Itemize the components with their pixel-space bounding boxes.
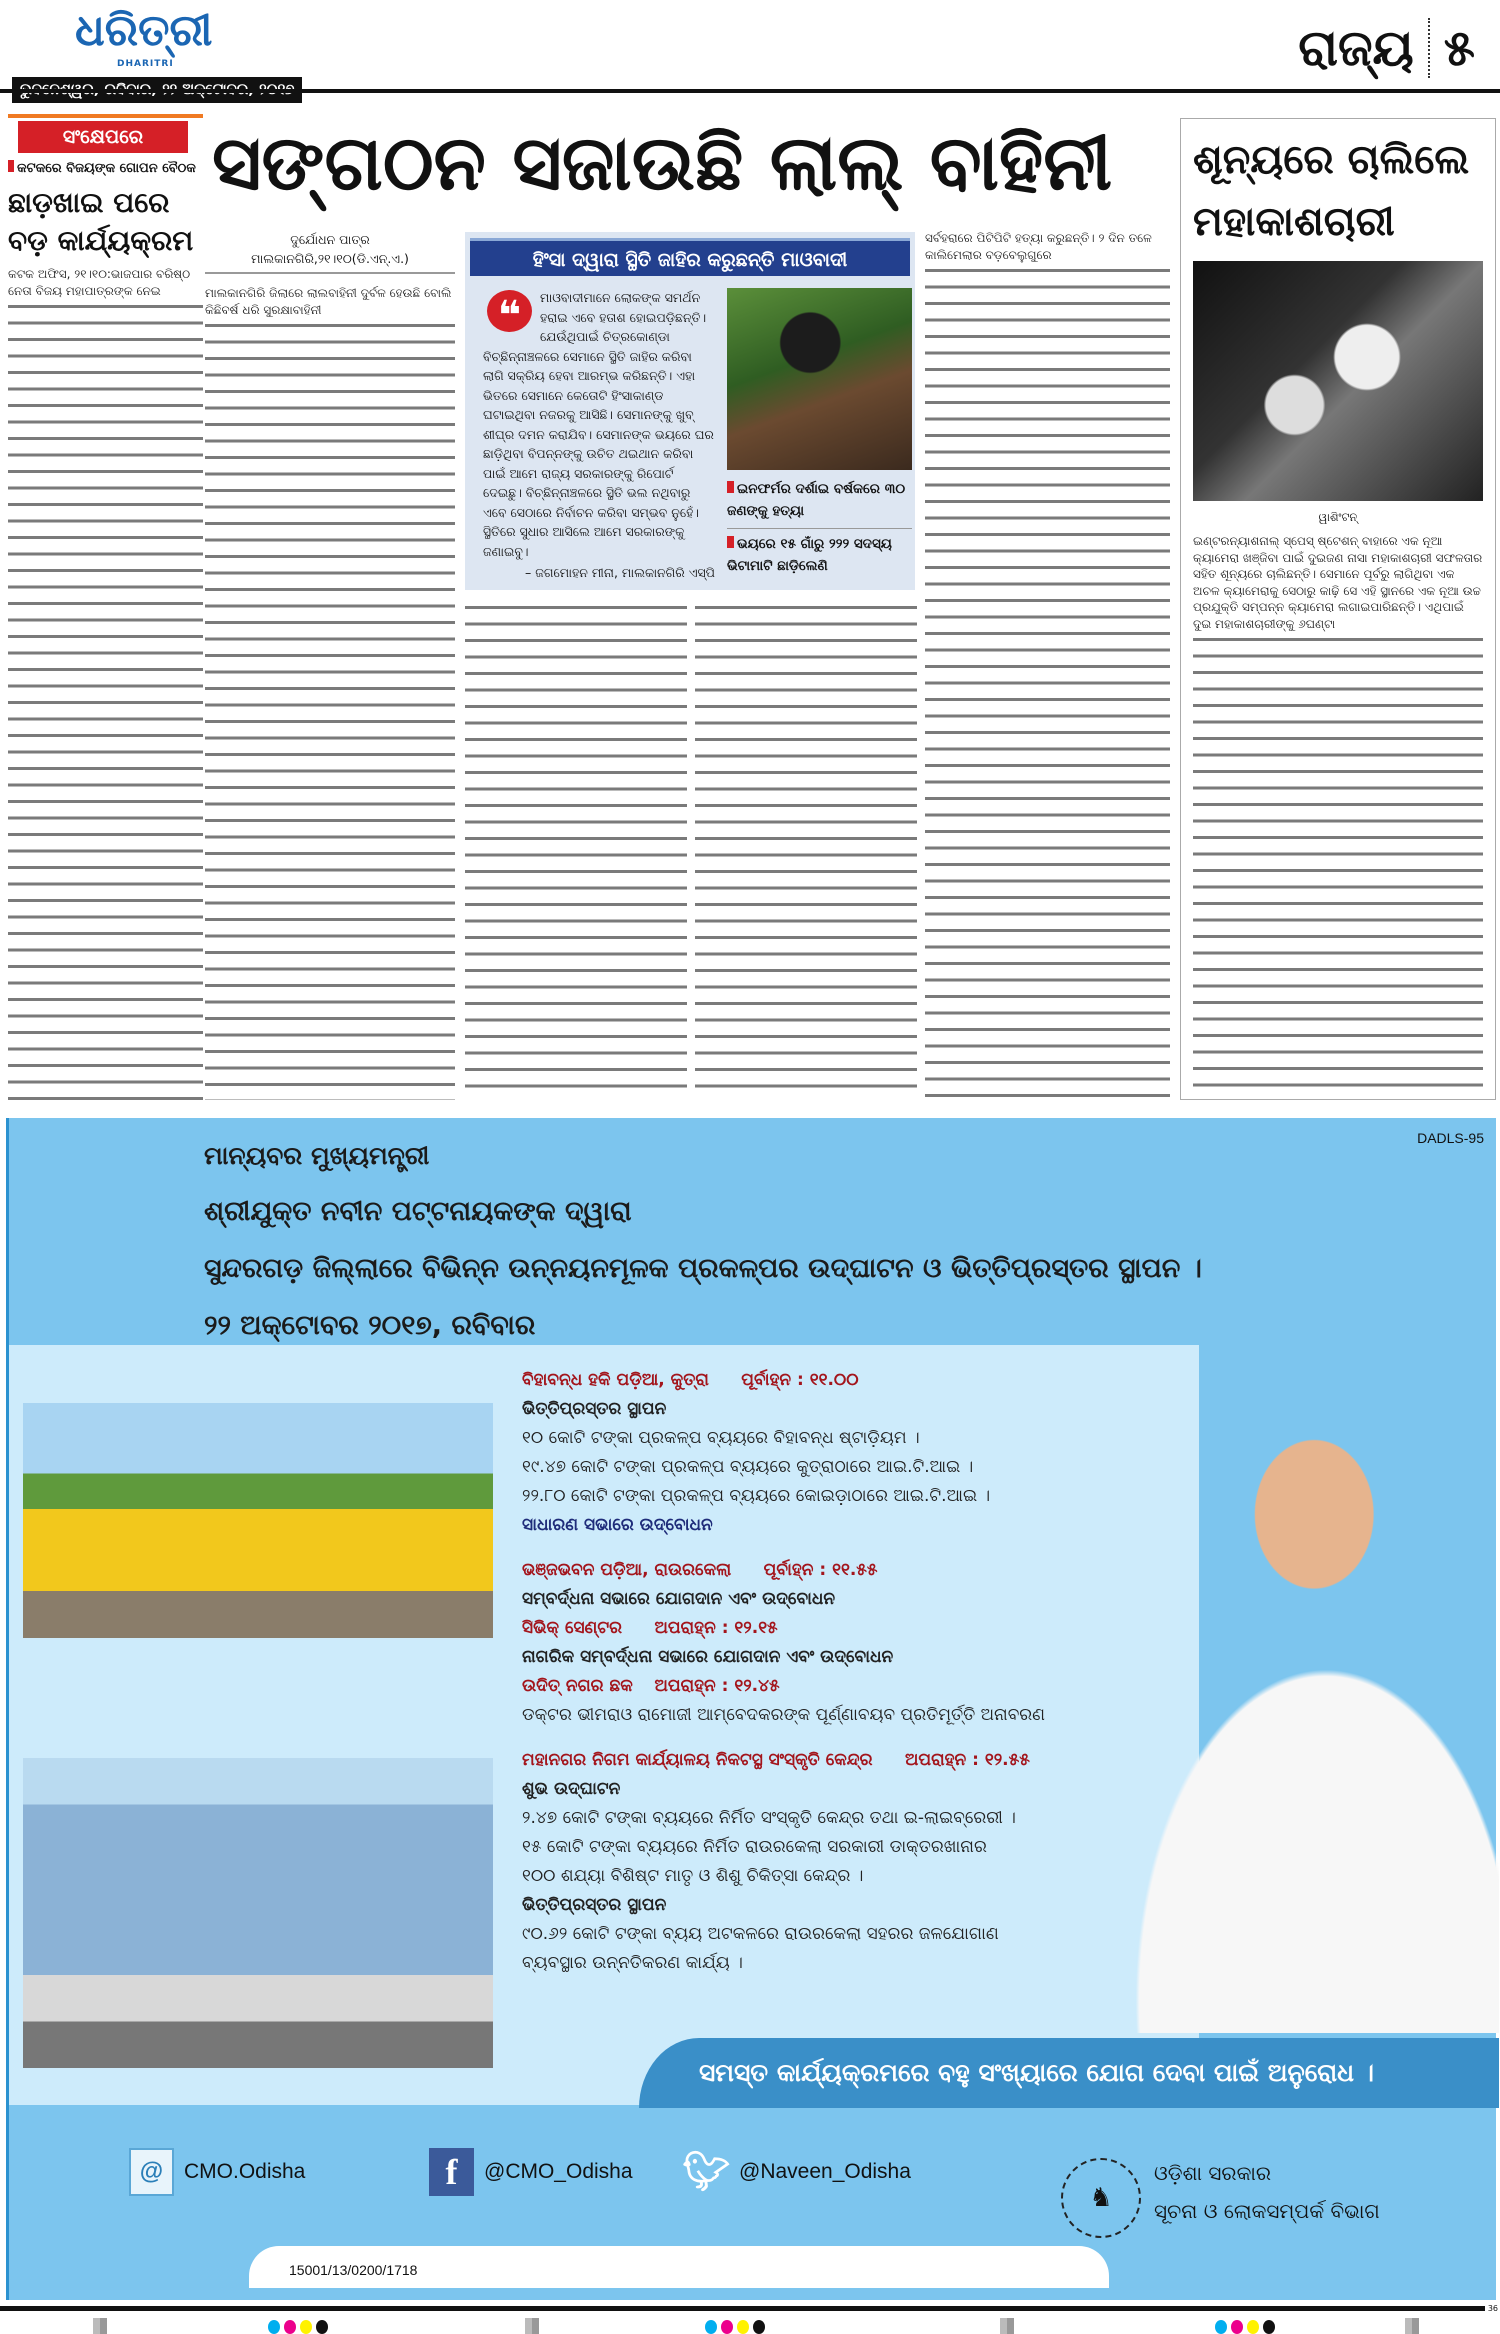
project: ୧୦୦ ଶଯ୍ୟା ବିଶିଷ୍ଟ ମାତୃ ଓ ଶିଶୁ ଚିକିତ୍ସା କେନ୍ଦ୍ର । [522,1866,864,1886]
govt-advertisement [6,1118,1496,2300]
time: ଅପରାହ୍ନ : ୧୨.୧୫ [654,1618,778,1638]
twitter-handle: @Naveen_Odisha [739,2160,911,2183]
project: ୧୦ କୋଟି ଟଙ୍କା ପ୍ରକଳ୍ପ ବ୍ୟୟରେ ବିହାବନ୍ଧ ଷ୍ଟାଡ଼ିୟମ । [522,1428,920,1448]
venue: ସିଭିକ୍ ସେଣ୍ଟର [522,1618,623,1638]
time: ଅପରାହ୍ନ : ୧୨.୪୫ [654,1676,780,1696]
fact-2: ଭୟରେ ୧୫ ଗାଁରୁ ୨୨୨ ସଦସ୍ୟ ଭିଟାମାଟି ଛାଡ଼ିଲେଣି [727,528,912,577]
time: ପୂର୍ବାହ୍ନ : ୧୧.୦୦ [741,1370,859,1390]
space-headline: ଶୂନ୍ୟରେ ଚାଲିଲେ ମହାକାଶଚାରୀ [1193,137,1470,245]
facebook-icon: f [429,2148,474,2196]
event-type: ସମ୍ବର୍ଦ୍ଧନା ସଭାରେ ଯୋଗଦାନ ଏବଂ ଉଦ୍‌ବୋଧନ [522,1589,836,1609]
schedule [522,1366,1107,1978]
project: ୯୦.୬୨ କୋଟି ଟଙ୍କା ବ୍ୟୟ ଅଟକଳରେ ରାଉରକେଲା ସହରର ଜଳଯୋଗାଣ [522,1924,999,1944]
ad-title-1: ମାନ୍ୟବର ମୁଖ୍ୟମନ୍ତ୍ରୀ [204,1141,430,1170]
department-name: ସୂଚନା ଓ ଲୋକସମ୍ପର୍କ ବିଭାଗ [1154,2199,1380,2223]
project: ୧୯.୪୭ କୋଟି ଟଙ୍କା ପ୍ରକଳ୍ପ ବ୍ୟୟରେ କୁତ୍ରାଠାରେ ଆଇ.ଟି.ଆଇ । [522,1457,974,1477]
event-type: ନାଗରିକ ସମ୍ବର୍ଦ୍ଧନା ସଭାରେ ଯୋଗଦାନ ଏବଂ ଉଦ୍‌ବୋଧନ [522,1647,894,1667]
column-4-lead: ସର୍ବହରାରେ ପିଟିପିଟି ହତ୍ୟା କରୁଛନ୍ତି। ୨ ଦିନ ତଳେ କାଲିମେଲାର ବଡ଼ବେଲୁଗୁରେ [925,230,1170,263]
brief-accent [8,114,203,118]
fact-list [727,478,912,577]
event-type: ଭିତ୍ତିପ୍ରସ୍ତର ସ୍ଥାପନ [522,1895,667,1915]
project: ୨୨.୮୦ କୋଟି ଟଙ୍କା ପ୍ରକଳ୍ପ ବ୍ୟୟରେ କୋଇଡ଼ାଠାରେ ଆଇ.ଟି.ଆଇ । [522,1486,991,1506]
color-registration-marks [705,2320,765,2334]
event-type: ଭିତ୍ତିପ୍ରସ୍ତର ସ୍ଥାପନ [522,1399,667,1419]
project: ୧୫ କୋଟି ଟଙ୍କା ବ୍ୟୟରେ ନିର୍ମିତ ରାଉରକେଲା ସରକାରୀ ଡାକ୍ତରଖାନାର [522,1837,987,1857]
story-lead: ମାଲକାନଗିରି ଜିଲାରେ ଲାଲବାହିନୀ ଦୁର୍ବଳ ହେଉଛି ବୋଲି କିଛିବର୍ଷ ଧରି ସୁରକ୍ଷାବାହିନୀ [205,285,455,318]
stadium-photo [23,1403,493,1638]
logo-subtitle: DHARITRI [117,59,174,69]
email-icon: @ [129,2148,174,2196]
email-handle: CMO.Odisha [184,2160,306,2183]
fact-1: ଇନଫର୍ମର ଦର୍ଶାଇ ବର୍ଷକରେ ୩୦ ଜଣଙ୍କୁ ହତ୍ୟା [727,478,912,522]
story-column-3 [695,600,917,1100]
event-type: ଶୁଭ ଉଦ୍‌ଘାଟନ [522,1779,621,1799]
schedule-5 [522,1746,1107,1978]
project: ୨.୪୭ କୋଟି ଟଙ୍କା ବ୍ୟୟରେ ନିର୍ମିତ ସଂସ୍କୃତି କେନ୍ଦ୍ର ତଥା ଇ-ଲାଇବ୍ରେରୀ । [522,1808,1016,1828]
space-body [1193,533,1483,1089]
color-registration-marks [268,2320,328,2334]
release-number: 15001/13/0200/1718 [249,2246,1109,2288]
footer-rule [0,2306,1485,2311]
schedule-1 [522,1366,1107,1540]
dharitri-logo[interactable] [75,4,275,76]
appeal-banner: ସମସ୍ତ କାର୍ଯ୍ୟକ୍ରମରେ ବହୁ ସଂଖ୍ୟାରେ ଯୋଗ ଦେବା ପାଇଁ ଅନୁରୋଧ । [639,2038,1499,2108]
story-column-1 [205,285,455,1100]
story-dateline: ମାଲକାନଗିରି,୨୧।୧୦(ଡି.ଏନ୍.ଏ.) [251,251,409,266]
logo-text: ଧରିତ୍ରୀ [75,5,213,56]
govt-department [1154,2154,1380,2230]
ad-code: DADLS-95 [1417,1130,1484,1146]
time: ପୂର୍ବାହ୍ନ : ୧୧.୫୫ [763,1560,878,1580]
brief-tag: ସଂକ୍ଷେପରେ [18,121,188,153]
page-number: ୫ [1443,18,1475,77]
grey-mark [1405,2318,1419,2334]
brief-column [8,160,203,1100]
story-column-4 [925,230,1170,1100]
govt-name: ଓଡ଼ିଶା ସରକାର [1154,2161,1272,2185]
story-column-2 [465,600,687,1100]
schedule-2 [522,1556,1107,1730]
odisha-govt-seal-icon: ♞ [1061,2158,1141,2238]
space-lead: ଇଣ୍ଟରନ୍ୟାଶନାଲ୍ ସ୍ପେସ୍ ଷ୍ଟେଶନ୍ ବାହାରେ ଏକ ନୂଆ କ୍ୟାମେରା ଖଞ୍ଜିବା ପାଇଁ ଦୁଇଜଣ ନାସା ମହାକାଶଚାରୀ ସଫଳତାର ସହିତ ଶୂନ୍ୟରେ ଚାଲିଛନ୍ତି। ସେମାନେ ପୂର୍ବରୁ ଲାଗିଥିବା ଏକ ଅଚଳ କ୍ୟାମେରାକୁ ସେଠାରୁ କାଢ଼ି ସେ ଏହି ସ୍ଥାନରେ ଏକ ନୂଆ ଉଚ୍ଚ ପ୍ରଯୁକ୍ତି ସମ୍ପନ୍ନ କ୍ୟାମେରା ଲଗାଇପାରିଛନ୍ତି। ଏଥିପାଇଁ ଦୁଇ ମହାକାଶଚାରୀଙ୍କୁ ୬ଘଣ୍ଟା [1193,534,1483,631]
ad-title-2: ଶ୍ରୀଯୁକ୍ତ ନବୀନ ପଟ୍ଟନାୟକଙ୍କ ଦ୍ୱାରା [204,1196,632,1227]
section-label [1298,18,1475,78]
brief-lead: କଟକ ଅଫିସ, ୨୧।୧୦:ଭାଜପାର ବରିଷ୍ଠ ନେତା ବିଜୟ ମହାପାତ୍ରଙ୍କ ନେଇ [8,266,203,299]
space-story [1180,118,1496,1100]
venue: ବିହାବନ୍ଧ ହକି ପଡ଼ିଆ, କୁତ୍ରା [522,1370,709,1390]
brief-kicker: କଟକରେ ବିଜୟଙ୍କ ଗୋପନ ବୈଠକ [8,160,203,178]
hospital-photo [23,1758,493,2068]
chief-minister-photo [1114,1368,1499,2033]
space-dateline: ୱାଶିଂଟନ୍ [1318,510,1358,524]
grey-mark [525,2318,539,2334]
byline [205,230,455,274]
main-headline: ସଙ୍ଗଠନ ସଜାଉଛି ଲାଲ୍ ବାହିନୀ [212,118,1113,207]
event-type: ସାଧାରଣ ସଭାରେ ଉଦ୍‌ବୋଧନ [522,1515,713,1535]
quote-text: ମାଓବାଦୀମାନେ ଲୋକଙ୍କ ସମର୍ଥନ ହରାଇ ଏବେ ହତାଶ ହୋଇପଡ଼ିଛନ୍ତି। ଯେଉଁଥିପାଇଁ ଚିତ୍ରକୋଣ୍ଡା ବିଚ୍ଛିନ୍ନାଞ୍ଚଳରେ ସେମାନେ ସ୍ଥିତି ଜାହିର କରିବା ଲାଗି ସକ୍ରିୟ ହେବା ଆରମ୍ଭ କରିଛନ୍ତି। ଏହା ଭିତରେ ସେମାନେ କେତୋଟି ହିଂସାକାଣ୍ଡ ଘଟାଇଥିବା ନଜରକୁ ଆସିଛି। ସେମାନଙ୍କୁ ଖୁବ୍ ଶୀଘ୍ର ଦମନ କରାଯିବ। ସେମାନଙ୍କ ଭୟରେ ଘର ଛାଡ଼ିଥିବା ବିପନ୍ନଙ୍କୁ ଉଚିତ ଥଇଥାନ କରିବା ପାଇଁ ଆମେ ରାଜ୍ୟ ସରକାରଙ୍କୁ ରିପୋର୍ଟ ଦେଇଛୁ। ବିଚ୍ଛିନ୍ନାଞ୍ଚଳରେ ସ୍ଥିତି ଭଲ ନଥିବାରୁ ଏବେ ସେଠାରେ ନିର୍ବାଚନ କରିବା ସମ୍ଭବ ନୁହେଁ। ସ୍ଥିତିରେ ସୁଧାର ଆସିଲେ ଆମେ ସରକାରଙ୍କୁ ଜଣାଇବୁ। [483,290,714,559]
ad-date: ୨୨ ଅକ୍ଟୋବର ୨୦୧୭, ରବିବାର [204,1310,536,1341]
spacewalk-photo [1193,261,1483,501]
grey-mark [93,2318,107,2334]
author: ଦୁର୍ଯୋଧନ ପାତ୍ର [290,232,370,247]
divider [1428,18,1430,78]
twitter-contact[interactable] [684,2148,911,2196]
venue: ମହାନଗର ନିଗମ କାର୍ଯ୍ୟାଳୟ ନିକଟସ୍ଥ ସଂସ୍କୃତି କେନ୍ଦ୍ର [522,1750,873,1770]
project: ବ୍ୟବସ୍ଥାର ଉନ୍ନତିକରଣ କାର୍ଯ୍ୟ । [522,1953,743,1973]
brief-body [8,266,203,1100]
sp-quote [483,288,715,583]
brief-headline: ଛାଡ଼ଖାଇ ପରେ ବଡ଼ କାର୍ଯ୍ୟକ୍ରମ [8,186,194,257]
twitter-icon: 🐦︎ [682,2151,731,2193]
event: ଡକ୍ଟର ଭୀମରାଓ ରାମୋଜୀ ଆମ୍ବେଦକରଙ୍କ ପୂର୍ଣ୍ଣାବୟବ ପ୍ରତିମୂର୍ତ୍ତି ଅନାବରଣ [522,1705,1046,1725]
color-registration-marks [1215,2320,1275,2334]
facebook-handle: @CMO_Odisha [484,2160,633,2183]
time: ଅପରାହ୍ନ : ୧୨.୫୫ [904,1750,1030,1770]
venue: ଉଦିତ୍ ନଗର ଛକ [522,1676,633,1696]
infobox-title: ହିଂସା ଦ୍ୱାରା ସ୍ଥିତି ଜାହିର କରୁଛନ୍ତି ମାଓବାଦୀ [470,238,910,276]
header-rule [0,89,1500,93]
email-contact[interactable] [129,2148,305,2196]
quote-icon: ❝ [487,290,532,332]
ad-title-3: ସୁନ୍ଦରଗଡ଼ ଜିଲ୍ଲାରେ ବିଭିନ୍ନ ଉନ୍ନୟନମୂଳକ ପ୍ରକଳ୍ପର ଉଦ୍‌ଘାଟନ ଓ ଭିତ୍ତିପ୍ରସ୍ତର ସ୍ଥାପନ । [204,1253,1202,1284]
sheet-number: 36 [1487,2304,1498,2313]
venue: ଭଞ୍ଜଭବନ ପଡ଼ିଆ, ରାଉରକେଲା [522,1560,732,1580]
quote-attribution: – ଜଗମୋହନ ମୀନା, ମାଲକାନଗିରି ଏସ୍‌ପି [525,565,715,580]
maoist-infobox [465,232,915,590]
facebook-contact[interactable] [429,2148,633,2196]
section-name: ରାଜ୍ୟ [1298,18,1414,77]
grey-mark [1000,2318,1014,2334]
maoist-photo [727,288,912,470]
